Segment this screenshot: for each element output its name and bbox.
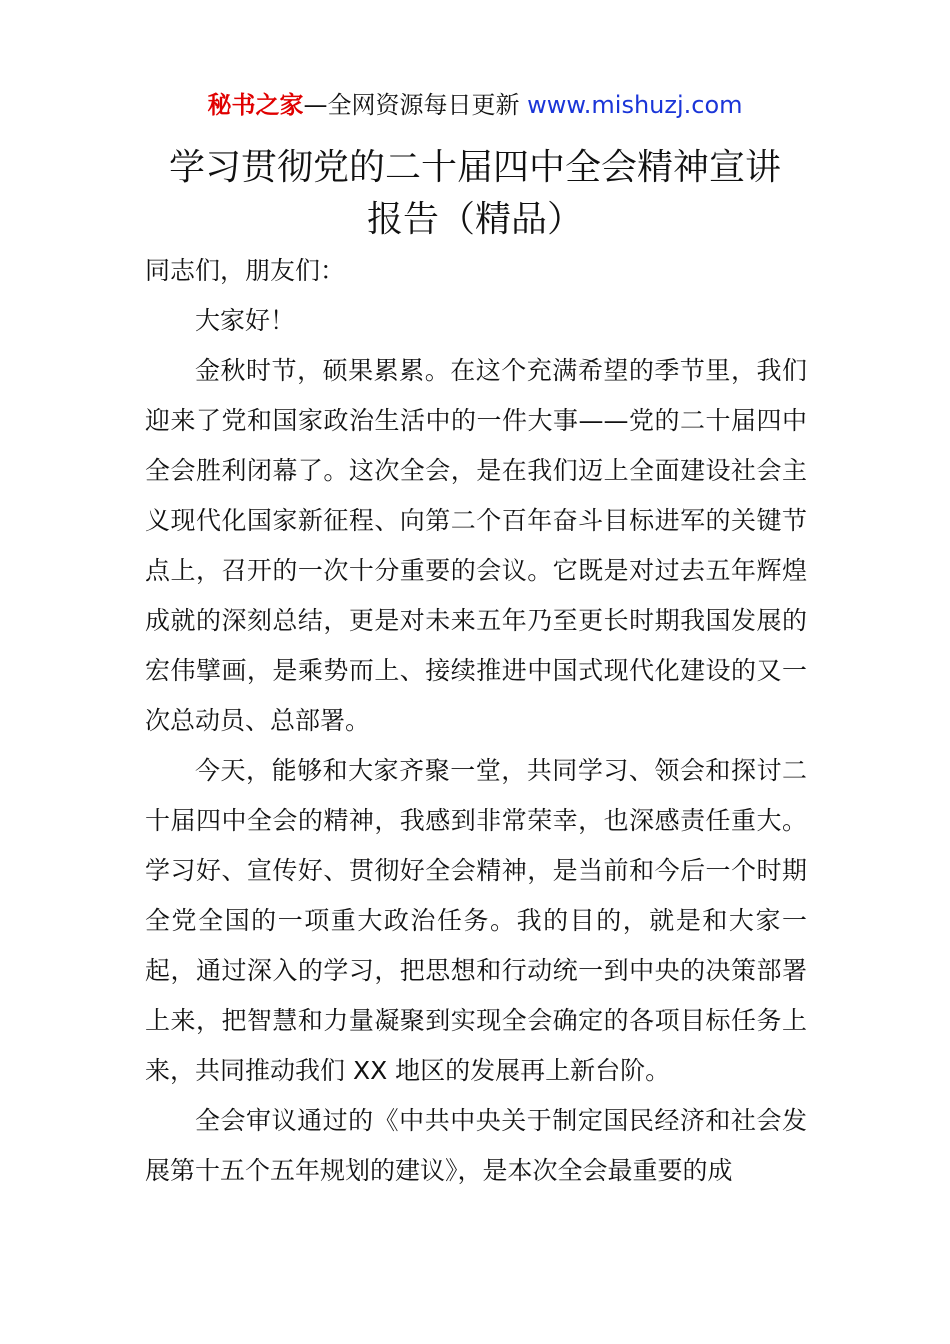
brand-name: 秘书之家	[207, 91, 304, 119]
paragraph: 金秋时节，硕果累累。在这个充满希望的季节里，我们迎来了党和国家政治生活中的一件大事——党的二十届四中全会胜利闭幕了。这次全会，是在我们迈上全面建设社会主义现代化国家新征程、向第二个百年奋斗目标进军的关键节点上，召开的一次十分重要的会议。它既是对过去五年辉煌成就的深刻总结，更是对未来五年乃至更长时期我国发展的宏伟擘画，是乘势而上、接续推进中国式现代化建设的又一次总动员、总部署。	[145, 356, 807, 735]
header-tagline: —全网资源每日更新	[303, 91, 520, 119]
site-header	[0, 88, 950, 122]
document-body	[145, 246, 807, 1196]
paragraph: 全会审议通过的《中共中央关于制定国民经济和社会发展第十五个五年规划的建议》，是本次全会最重要的成	[145, 1106, 807, 1185]
document-title	[145, 142, 805, 246]
salutation: 同志们，朋友们：	[145, 256, 346, 285]
title-line-2: 报告（精品）	[366, 199, 583, 240]
paragraph: 今天，能够和大家齐聚一堂，共同学习、领会和探讨二十届四中全会的精神，我感到非常荣幸，也深感责任重大。学习好、宣传好、贯彻好全会精神，是当前和今后一个时期全党全国的一项重大政治任务。我的目的，就是和大家一起，通过深入的学习，把思想和行动统一到中央的决策部署上来，把智慧和力量凝聚到实现全会确定的各项目标任务上来，共同推动我们 XX 地区的发展再上新台阶。	[145, 756, 807, 1085]
site-url-link[interactable]: www.mishuzj.com	[527, 91, 743, 119]
greeting: 大家好！	[195, 306, 296, 335]
title-line-1: 学习贯彻党的二十届四中全会精神宣讲	[168, 147, 781, 188]
